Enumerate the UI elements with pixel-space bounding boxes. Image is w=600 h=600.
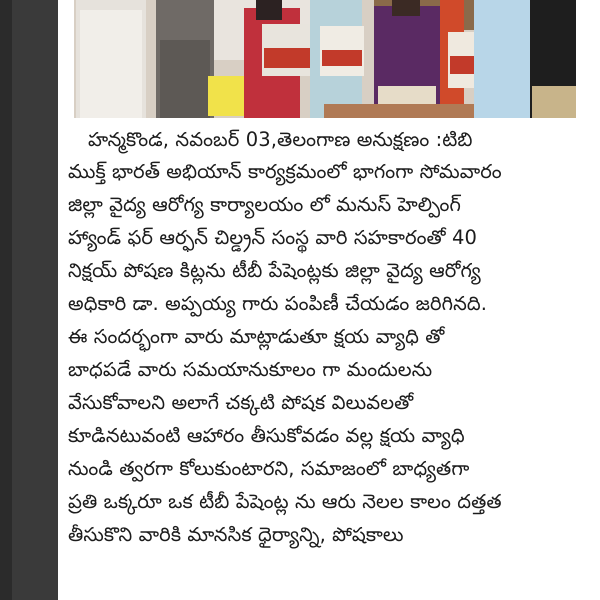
article-line-1: హన్మకొండ, నవంబర్ 03,తెలంగాణ అనుక్షణం :టిబి: [88, 128, 473, 151]
article-line-6: అధికారి డా. అప్పయ్య గారు పంపిణీ చేయడం జరిగినది.: [68, 292, 488, 315]
article-line-13: తీసుకొని వారికి మానసిక ధైర్యాన్ని, పోషకాలు: [68, 523, 404, 546]
article-line-3: జిల్లా వైద్య ఆరోగ్య కార్యాలయం లో మనుస్ హెల్పింగ్: [68, 193, 461, 216]
article-line-12: ప్రతి ఒక్కరూ ఒక టీబీ పేషెంట్ల ను ఆరు నెలల కాలం దత్తత: [68, 490, 502, 513]
page-right-margin: [580, 0, 600, 600]
article-line-9: వేసుకోవాలని అలాగే చక్కటి పోషక విలువలతో: [68, 391, 414, 414]
article-line-7: ఈ సందర్భంగా వారు మాట్లాడుతూ క్షయ వ్యాధి తో: [68, 325, 445, 348]
event-photo: [74, 0, 576, 118]
newspaper-clipping: [58, 0, 600, 600]
article-line-8: బాధపడే వారు సమయానుకూలం గా మందులను: [68, 358, 433, 381]
article-line-10: కూడినటువంటి ఆహారం తీసుకోవడం వల్ల క్షయ వ్యాధి: [68, 424, 465, 447]
article-body: [58, 118, 600, 600]
article-line-11: నుండి త్వరగా కోలుకుంటారని, సమాజంలో బాధ్యతగా: [68, 457, 470, 480]
article-line-4: హ్యాండ్ ఫర్ ఆర్ఫన్ చిల్డ్రన్ సంస్థ వారి సహకారంతో 40: [68, 226, 477, 249]
event-photo-illustration: [74, 0, 576, 118]
viewer-left-edge: [0, 0, 12, 600]
article-line-2: ముక్త్ భారత్ అభియాన్ కార్యక్రమంలో భాగంగా సోమవారం: [68, 160, 502, 183]
article-line-5: నిక్షయ్ పోషణ కిట్లను టీబీ పేషెంట్లకు జిల్లా వైద్య ఆరోగ్య: [68, 259, 481, 282]
